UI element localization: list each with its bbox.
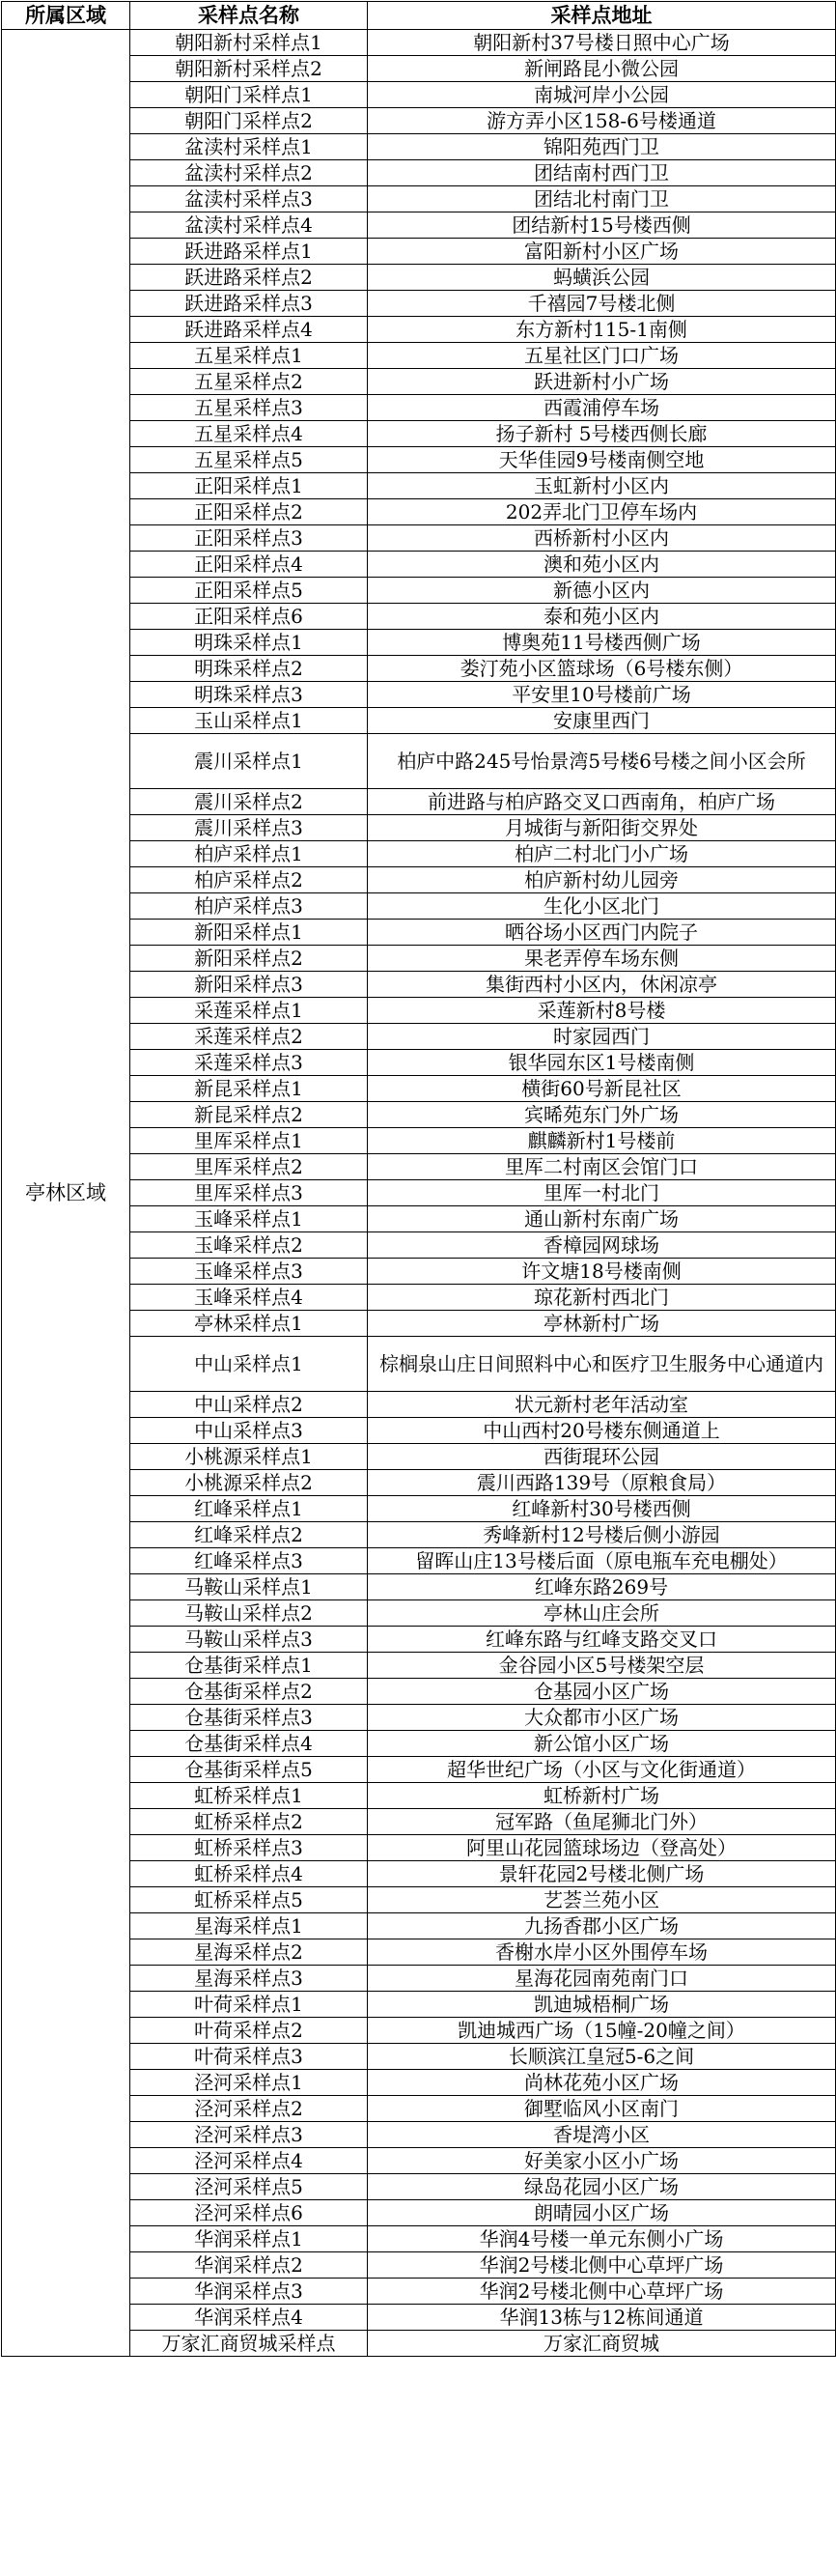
point-address-cell: 华润2号楼北侧中心草坪广场 [368, 2279, 836, 2305]
point-name-cell: 盆渎村采样点3 [130, 186, 368, 212]
point-name-cell: 仓基街采样点2 [130, 1679, 368, 1705]
point-name-cell: 虹桥采样点3 [130, 1835, 368, 1861]
point-address-cell: 团结北村南门卫 [368, 186, 836, 212]
point-address-cell: 秀峰新村12号楼后侧小游园 [368, 1522, 836, 1548]
point-address-cell: 天华佳园9号楼南侧空地 [368, 447, 836, 473]
point-address-cell: 万家汇商贸城 [368, 2331, 836, 2357]
point-address-cell: 仓基园小区广场 [368, 1679, 836, 1705]
point-address-cell: 御墅临风小区南门 [368, 2096, 836, 2122]
point-name-cell: 正阳采样点4 [130, 552, 368, 578]
point-name-cell: 万家汇商贸城采样点 [130, 2331, 368, 2357]
point-address-cell: 华润4号楼一单元东侧小广场 [368, 2226, 836, 2252]
point-address-cell: 团结新村15号楼西侧 [368, 212, 836, 239]
point-address-cell: 千禧园7号楼北侧 [368, 291, 836, 317]
point-name-cell: 马鞍山采样点1 [130, 1574, 368, 1600]
point-name-cell: 华润采样点2 [130, 2252, 368, 2279]
point-name-cell: 新昆采样点1 [130, 1076, 368, 1102]
point-address-cell: 中山西村20号楼东侧通道上 [368, 1418, 836, 1444]
point-name-cell: 虹桥采样点2 [130, 1809, 368, 1835]
point-name-cell: 正阳采样点6 [130, 604, 368, 630]
point-name-cell: 小桃源采样点1 [130, 1444, 368, 1470]
point-address-cell: 香堤湾小区 [368, 2122, 836, 2148]
point-address-cell: 阿里山花园篮球场边（登高处） [368, 1835, 836, 1861]
point-address-cell: 许文塘18号楼南侧 [368, 1259, 836, 1285]
point-address-cell: 虹桥新村广场 [368, 1783, 836, 1809]
point-name-cell: 跃进路采样点4 [130, 317, 368, 343]
point-address-cell: 朗晴园小区广场 [368, 2200, 836, 2226]
point-name-cell: 仓基街采样点1 [130, 1653, 368, 1679]
point-name-cell: 泾河采样点4 [130, 2148, 368, 2174]
point-name-cell: 华润采样点3 [130, 2279, 368, 2305]
point-name-cell: 叶荷采样点1 [130, 1992, 368, 2018]
point-name-cell: 亭林采样点1 [130, 1311, 368, 1337]
point-address-cell: 华润13栋与12栋间通道 [368, 2305, 836, 2331]
point-address-cell: 西桥新村小区内 [368, 525, 836, 552]
point-address-cell: 星海花园南苑南门口 [368, 1966, 836, 1992]
point-address-cell: 华润2号楼北侧中心草坪广场 [368, 2252, 836, 2279]
point-address-cell: 果老弄停车场东侧 [368, 946, 836, 972]
point-name-cell: 泾河采样点2 [130, 2096, 368, 2122]
point-name-cell: 星海采样点2 [130, 1939, 368, 1966]
point-name-cell: 正阳采样点2 [130, 499, 368, 525]
point-address-cell: 生化小区北门 [368, 893, 836, 920]
point-address-cell: 玉虹新村小区内 [368, 473, 836, 499]
point-name-cell: 马鞍山采样点2 [130, 1600, 368, 1627]
point-name-cell: 正阳采样点3 [130, 525, 368, 552]
point-name-cell: 新昆采样点2 [130, 1102, 368, 1128]
point-address-cell: 亭林新村广场 [368, 1311, 836, 1337]
point-name-cell: 玉峰采样点1 [130, 1206, 368, 1232]
point-name-cell: 虹桥采样点4 [130, 1861, 368, 1887]
point-name-cell: 五星采样点5 [130, 447, 368, 473]
point-name-cell: 新阳采样点3 [130, 972, 368, 998]
point-name-cell: 里厍采样点3 [130, 1180, 368, 1206]
point-address-cell: 安康里西门 [368, 708, 836, 734]
point-name-cell: 新阳采样点1 [130, 920, 368, 946]
region-cell: 亭林区域 [2, 30, 130, 2357]
point-address-cell: 横街60号新昆社区 [368, 1076, 836, 1102]
point-address-cell: 游方弄小区158-6号楼通道 [368, 108, 836, 134]
point-address-cell: 宾晞苑东门外广场 [368, 1102, 836, 1128]
point-address-cell: 亭林山庄会所 [368, 1600, 836, 1627]
point-name-cell: 震川采样点1 [130, 734, 368, 789]
table-body [2, 30, 836, 2357]
point-name-cell: 红峰采样点3 [130, 1548, 368, 1574]
point-name-cell: 明珠采样点1 [130, 630, 368, 656]
header-row [2, 2, 836, 30]
point-address-cell: 五星社区门口广场 [368, 343, 836, 369]
point-address-cell: 西街琨环公园 [368, 1444, 836, 1470]
point-name-cell: 朝阳门采样点1 [130, 82, 368, 108]
point-name-cell: 玉峰采样点2 [130, 1232, 368, 1259]
point-address-cell: 麒麟新村1号楼前 [368, 1128, 836, 1154]
point-name-cell: 五星采样点4 [130, 421, 368, 447]
header-point-address: 采样点地址 [368, 2, 836, 30]
point-address-cell: 新闸路昆小微公园 [368, 56, 836, 82]
point-name-cell: 仓基街采样点3 [130, 1705, 368, 1731]
point-address-cell: 棕榈泉山庄日间照料中心和医疗卫生服务中心通道内 [368, 1337, 836, 1392]
point-address-cell: 琼花新村西北门 [368, 1285, 836, 1311]
point-address-cell: 澳和苑小区内 [368, 552, 836, 578]
point-address-cell: 好美家小区小广场 [368, 2148, 836, 2174]
point-name-cell: 星海采样点1 [130, 1913, 368, 1939]
header-region: 所属区域 [2, 2, 130, 30]
point-name-cell: 泾河采样点3 [130, 2122, 368, 2148]
point-name-cell: 里厍采样点1 [130, 1128, 368, 1154]
point-address-cell: 博奥苑11号楼西侧广场 [368, 630, 836, 656]
point-name-cell: 泾河采样点1 [130, 2070, 368, 2096]
point-address-cell: 九扬香郡小区广场 [368, 1913, 836, 1939]
point-name-cell: 盆渎村采样点2 [130, 160, 368, 186]
sampling-points-table [1, 1, 836, 2357]
point-name-cell: 盆渎村采样点4 [130, 212, 368, 239]
point-name-cell: 五星采样点2 [130, 369, 368, 395]
point-name-cell: 正阳采样点1 [130, 473, 368, 499]
point-name-cell: 采莲采样点3 [130, 1050, 368, 1076]
point-name-cell: 采莲采样点1 [130, 998, 368, 1024]
point-address-cell: 南城河岸小公园 [368, 82, 836, 108]
point-address-cell: 锦阳苑西门卫 [368, 134, 836, 160]
point-name-cell: 红峰采样点1 [130, 1496, 368, 1522]
point-name-cell: 华润采样点1 [130, 2226, 368, 2252]
point-name-cell: 震川采样点3 [130, 815, 368, 841]
point-address-cell: 艺荟兰苑小区 [368, 1887, 836, 1913]
point-address-cell: 留晖山庄13号楼后面（原电瓶车充电棚处） [368, 1548, 836, 1574]
point-address-cell: 扬子新村 5号楼西侧长廊 [368, 421, 836, 447]
point-address-cell: 采莲新村8号楼 [368, 998, 836, 1024]
point-address-cell: 状元新村老年活动室 [368, 1392, 836, 1418]
point-name-cell: 采莲采样点2 [130, 1024, 368, 1050]
point-name-cell: 玉峰采样点4 [130, 1285, 368, 1311]
point-address-cell: 红峰东路269号 [368, 1574, 836, 1600]
point-name-cell: 正阳采样点5 [130, 578, 368, 604]
point-name-cell: 红峰采样点2 [130, 1522, 368, 1548]
point-address-cell: 柏庐中路245号怡景湾5号楼6号楼之间小区会所 [368, 734, 836, 789]
point-address-cell: 平安里10号楼前广场 [368, 682, 836, 708]
table-row [2, 30, 836, 56]
point-address-cell: 里厍一村北门 [368, 1180, 836, 1206]
point-name-cell: 星海采样点3 [130, 1966, 368, 1992]
point-name-cell: 震川采样点2 [130, 789, 368, 815]
point-address-cell: 新德小区内 [368, 578, 836, 604]
point-address-cell: 晒谷场小区西门内院子 [368, 920, 836, 946]
point-address-cell: 前进路与柏庐路交叉口西南角，柏庐广场 [368, 789, 836, 815]
point-address-cell: 香榭水岸小区外围停车场 [368, 1939, 836, 1966]
point-name-cell: 玉山采样点1 [130, 708, 368, 734]
point-name-cell: 五星采样点3 [130, 395, 368, 421]
point-address-cell: 蚂蟥浜公园 [368, 265, 836, 291]
point-name-cell: 仓基街采样点5 [130, 1757, 368, 1783]
point-name-cell: 跃进路采样点1 [130, 239, 368, 265]
point-address-cell: 集街西村小区内，休闲凉亭 [368, 972, 836, 998]
point-name-cell: 中山采样点2 [130, 1392, 368, 1418]
point-name-cell: 中山采样点1 [130, 1337, 368, 1392]
point-name-cell: 明珠采样点3 [130, 682, 368, 708]
point-address-cell: 泰和苑小区内 [368, 604, 836, 630]
point-address-cell: 富阳新村小区广场 [368, 239, 836, 265]
point-address-cell: 长顺滨江皇冠5-6之间 [368, 2044, 836, 2070]
point-name-cell: 小桃源采样点2 [130, 1470, 368, 1496]
point-address-cell: 娄汀苑小区篮球场（6号楼东侧） [368, 656, 836, 682]
point-address-cell: 冠军路（鱼尾狮北门外） [368, 1809, 836, 1835]
point-name-cell: 明珠采样点2 [130, 656, 368, 682]
point-address-cell: 金谷园小区5号楼架空层 [368, 1653, 836, 1679]
point-address-cell: 银华园东区1号楼南侧 [368, 1050, 836, 1076]
point-name-cell: 柏庐采样点2 [130, 867, 368, 893]
point-name-cell: 跃进路采样点3 [130, 291, 368, 317]
point-name-cell: 泾河采样点5 [130, 2174, 368, 2200]
point-name-cell: 马鞍山采样点3 [130, 1627, 368, 1653]
point-address-cell: 香樟园网球场 [368, 1232, 836, 1259]
point-address-cell: 202弄北门卫停车场内 [368, 499, 836, 525]
point-address-cell: 新公馆小区广场 [368, 1731, 836, 1757]
point-name-cell: 玉峰采样点3 [130, 1259, 368, 1285]
point-address-cell: 柏庐新村幼儿园旁 [368, 867, 836, 893]
point-address-cell: 尚林花苑小区广场 [368, 2070, 836, 2096]
point-address-cell: 通山新村东南广场 [368, 1206, 836, 1232]
point-name-cell: 虹桥采样点1 [130, 1783, 368, 1809]
point-address-cell: 里厍二村南区会馆门口 [368, 1154, 836, 1180]
point-address-cell: 红峰东路与红峰支路交叉口 [368, 1627, 836, 1653]
point-address-cell: 震川西路139号（原粮食局） [368, 1470, 836, 1496]
point-address-cell: 月城街与新阳街交界处 [368, 815, 836, 841]
point-name-cell: 盆渎村采样点1 [130, 134, 368, 160]
point-address-cell: 凯迪城梧桐广场 [368, 1992, 836, 2018]
point-name-cell: 新阳采样点2 [130, 946, 368, 972]
point-name-cell: 叶荷采样点2 [130, 2018, 368, 2044]
header-point-name: 采样点名称 [130, 2, 368, 30]
point-name-cell: 虹桥采样点5 [130, 1887, 368, 1913]
point-address-cell: 朝阳新村37号楼日照中心广场 [368, 30, 836, 56]
point-address-cell: 绿岛花园小区广场 [368, 2174, 836, 2200]
point-address-cell: 景轩花园2号楼北侧广场 [368, 1861, 836, 1887]
point-name-cell: 中山采样点3 [130, 1418, 368, 1444]
sampling-points-table-container [1, 1, 836, 2357]
point-address-cell: 超华世纪广场（小区与文化街通道） [368, 1757, 836, 1783]
point-address-cell: 凯迪城西广场（15幢-20幢之间） [368, 2018, 836, 2044]
point-name-cell: 柏庐采样点3 [130, 893, 368, 920]
point-name-cell: 五星采样点1 [130, 343, 368, 369]
point-name-cell: 朝阳新村采样点1 [130, 30, 368, 56]
point-name-cell: 仓基街采样点4 [130, 1731, 368, 1757]
point-address-cell: 东方新村115-1南侧 [368, 317, 836, 343]
point-name-cell: 朝阳门采样点2 [130, 108, 368, 134]
point-name-cell: 叶荷采样点3 [130, 2044, 368, 2070]
point-address-cell: 大众都市小区广场 [368, 1705, 836, 1731]
point-address-cell: 跃进新村小广场 [368, 369, 836, 395]
point-address-cell: 团结南村西门卫 [368, 160, 836, 186]
point-address-cell: 柏庐二村北门小广场 [368, 841, 836, 867]
point-address-cell: 时家园西门 [368, 1024, 836, 1050]
point-address-cell: 红峰新村30号楼西侧 [368, 1496, 836, 1522]
point-name-cell: 朝阳新村采样点2 [130, 56, 368, 82]
point-name-cell: 柏庐采样点1 [130, 841, 368, 867]
point-name-cell: 华润采样点4 [130, 2305, 368, 2331]
point-name-cell: 里厍采样点2 [130, 1154, 368, 1180]
point-address-cell: 西霞浦停车场 [368, 395, 836, 421]
point-name-cell: 泾河采样点6 [130, 2200, 368, 2226]
point-name-cell: 跃进路采样点2 [130, 265, 368, 291]
